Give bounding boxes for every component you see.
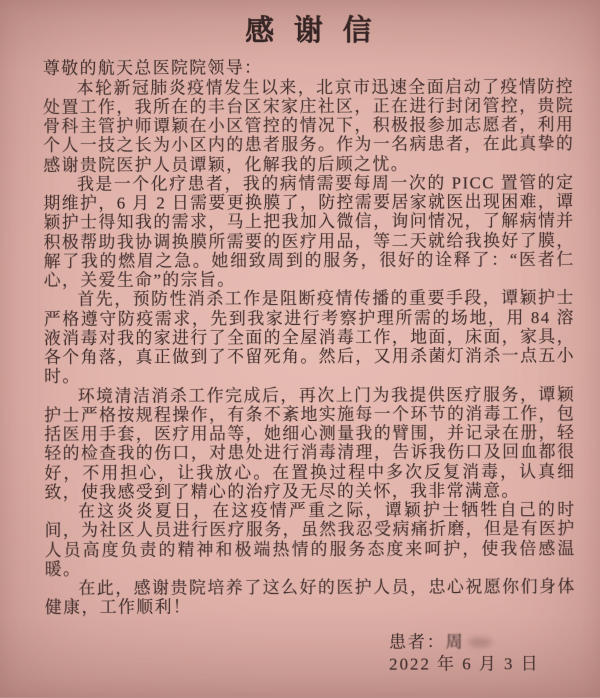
paragraph-2: 我是一个化疗患者，我的病情需要每周一次的 PICC 置管的定期维护，6 月 2 日需要更换膜了，防控需要居家就医出现困难，谭颖护士得知我的需求，马上把我加入微信，询问情况，了解病情并积极帮助我协调换膜所需要的医疗用品，等二天就给我换好了膜，解了我的燃眉之急。她细致周到的服务，很好的诠释了：“医者仁心，关爱生命”的宗旨。 [43,172,575,290]
salutation-line: 尊敬的航天总医院院领导： [42,58,263,79]
paragraph-4: 环境清洁消杀工作完成后，再次上门为我提供医疗服务，谭颖护士严格按规程操作，有条不紊地实施每一个环节的消毒工作，包括医用手套，医疗用品等，她细心测量我的臂围，并记录在册，轻轻的检查我的伤口，对患处进行消毒清理，告诉我伤口及回血都很好，不用担心，让我放心。在置换过程中多次反复消毒，认真细致，使我感受到了精心的治疗及无尽的关怀，我非常满意。 [44,384,576,502]
letter-date-line: 2022 年 6 月 3 日 [389,654,540,674]
patient-surname: 周 [445,631,465,651]
signature-block [389,631,576,677]
paragraph-6: 在此，感谢贵院培养了这么好的医护人员，忠心祝愿你们身体健康，工作顺利！ [44,577,576,618]
letter-title: 感谢信 [245,14,392,48]
paragraph-5: 在这炎炎夏日，在这疫情严重之际，谭颖护士牺牲自己的时间，为社区人员进行医疗服务，虽然我忍受病痛折磨，但是有医护人员高度负责的精神和极端热情的服务态度来呵护，使我倍感温暖。 [44,500,576,579]
letter-body [43,57,576,617]
patient-label: 患者： [388,631,446,652]
paragraph-1: 本轮新冠肺炎疫情发生以来，北京市迅速全面启动了疫情防控处置工作，我所在的丰台区宋家庄社区，正在进行封闭管控，贵院骨科主管护师谭颖在小区管控的情况下，积极报参加志愿者，利用个人一技之长为小区内的患者服务。作为一名病患者，在此真挚的感谢贵院医护人员谭颖，化解我的后顾之忧。 [43,76,575,175]
paragraph-3: 首先，预防性消杀工作是阻断疫情传播的重要手段，谭颖护士严格遵守防疫需求，先到我家进行考察护理所需的场地，用 84 溶液消毒对我的家进行了全面的全屋消毒工作，地面，床面，家具，各个角落，真正做到了不留死角。然后，又用杀菌灯消杀一点五小时。 [43,288,576,387]
patient-name-line [389,631,576,654]
redacted-name-smudge [468,637,492,647]
